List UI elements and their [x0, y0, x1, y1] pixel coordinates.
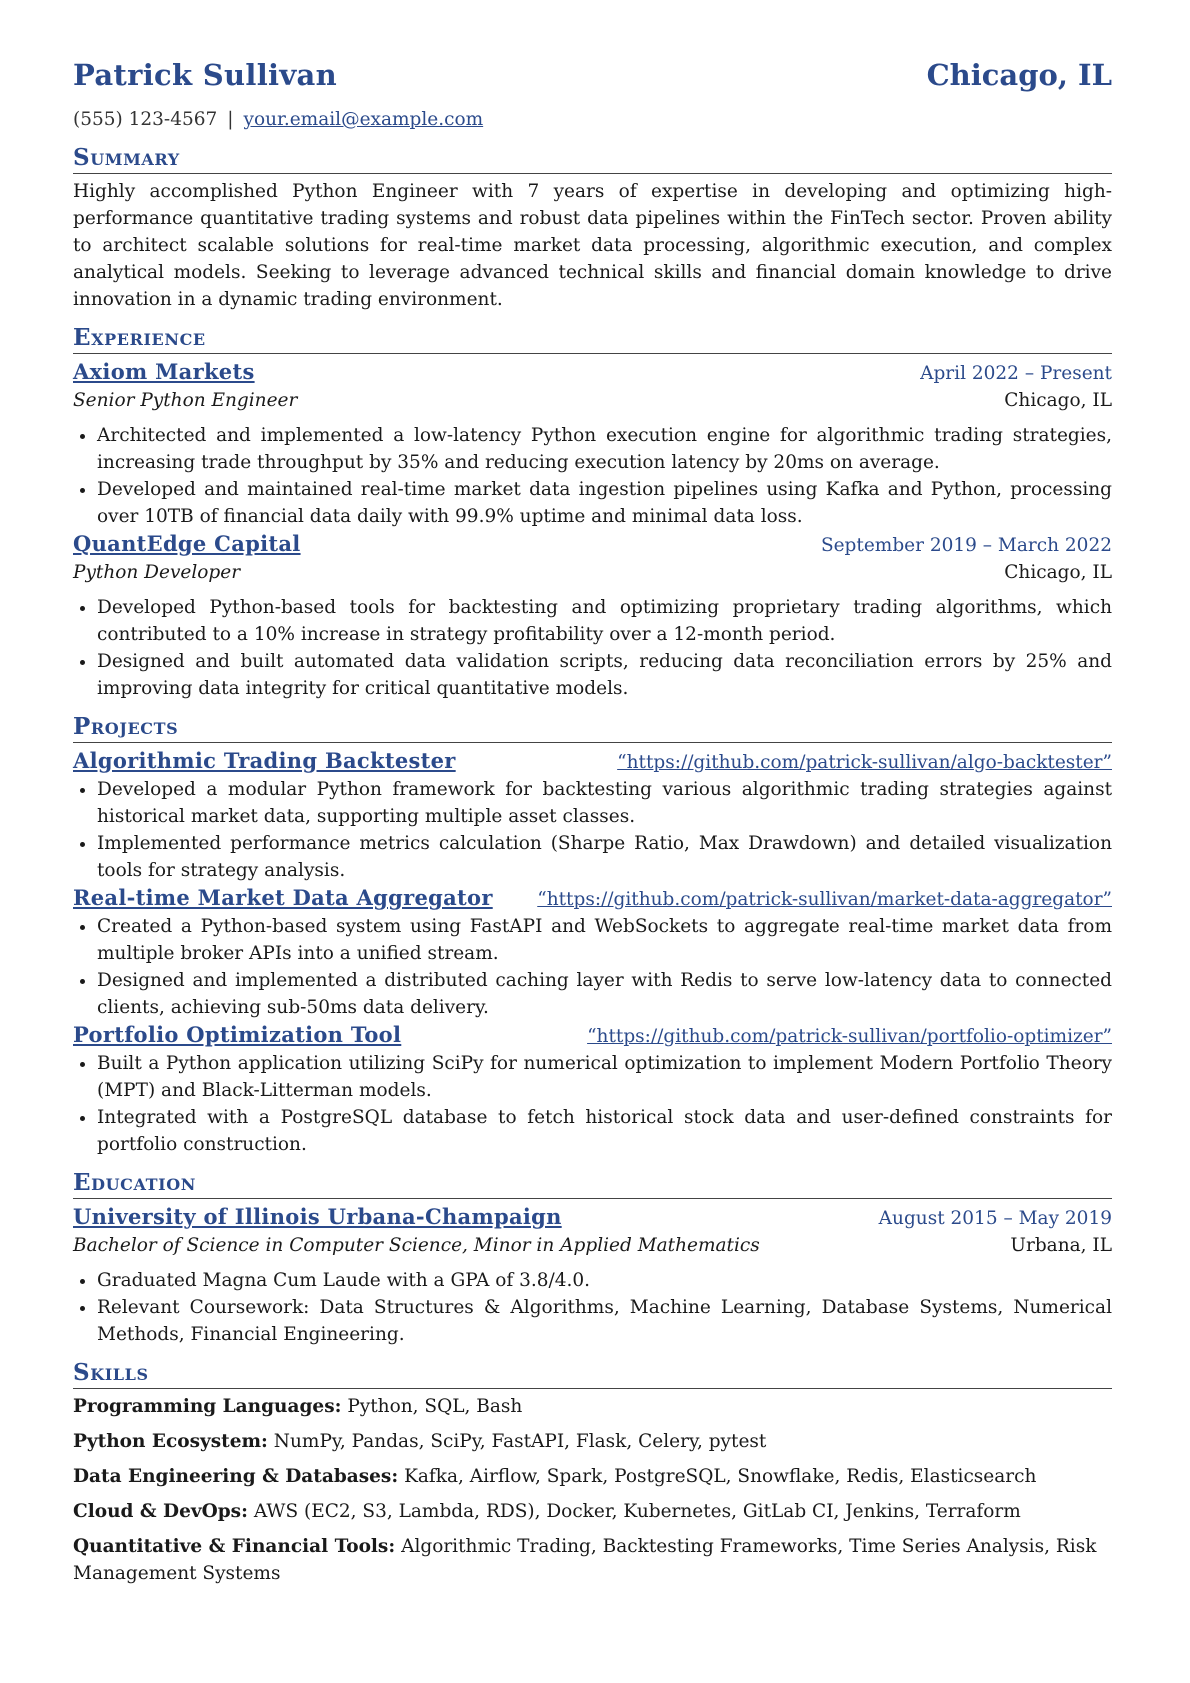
skill-label: Cloud & DevOps: — [73, 1501, 248, 1522]
skill-label: Quantitative & Financial Tools: — [73, 1536, 396, 1557]
job-dates: April 2022 – Present — [920, 363, 1112, 384]
skills-list — [73, 1393, 1112, 1587]
bullet-item: • Developed a modular Python framework for backtesting various algorithmic trading strategies against historical market data, supporting multiple asset classes. — [97, 776, 1112, 830]
bullet-item: • Architected and implemented a low-latency Python execution engine for algorithmic trading strategies, increasing trade throughput by 35% and reducing execution latency by 20ms on average. — [97, 422, 1112, 476]
header-location: Chicago, IL — [926, 58, 1112, 92]
job-title: Python Developer — [73, 562, 241, 583]
email-link[interactable]: your.email@example.com — [243, 109, 484, 130]
project-name[interactable]: Real-time Market Data Aggregator — [73, 885, 493, 910]
skill-value: Python, SQL, Bash — [347, 1396, 523, 1417]
section-title-experience: Experience — [73, 323, 1112, 354]
project-link[interactable]: “https://github.com/patrick-sullivan/market-data-aggregator” — [537, 889, 1112, 910]
project-name[interactable]: Algorithmic Trading Backtester — [73, 748, 456, 773]
bullet-list — [73, 1050, 1112, 1158]
school-name[interactable]: University of Illinois Urbana-Champaign — [73, 1204, 562, 1229]
skill-value: AWS (EC2, S3, Lambda, RDS), Docker, Kubernetes, GitLab CI, Jenkins, Terraform — [253, 1501, 1021, 1522]
section-title-summary: Summary — [73, 143, 1112, 174]
bullet-item: • Designed and implemented a distributed caching layer with Redis to serve low-latency data to connected clients, achieving sub-50ms data delivery. — [97, 967, 1112, 1021]
bullet-item: • Graduated Magna Cum Laude with a GPA of 3.8/4.0. — [97, 1267, 1112, 1294]
experience-entry — [73, 358, 1112, 530]
bullet-list — [73, 1267, 1112, 1348]
degree: Bachelor of Science in Computer Science, Minor in Applied Mathematics — [73, 1235, 760, 1256]
section-title-skills: Skills — [73, 1358, 1112, 1389]
phone-number: (555) 123-4567 — [73, 109, 218, 130]
bullet-item: • Built a Python application utilizing SciPy for numerical optimization to implement Modern Portfolio Theory (MPT) and Black-Litterman models. — [97, 1050, 1112, 1104]
project-link[interactable]: “https://github.com/patrick-sullivan/algo-backtester” — [617, 752, 1112, 773]
contact-separator: | — [227, 109, 234, 130]
contact-line — [73, 106, 1112, 133]
skill-line — [73, 1533, 1112, 1587]
skill-line — [73, 1393, 1112, 1420]
project-entry — [73, 1021, 1112, 1158]
skill-label: Programming Languages: — [73, 1396, 342, 1417]
bullet-item: • Developed Python-based tools for backtesting and optimizing proprietary trading algorithms, which contributed to a 10% increase in strategy profitability over a 12-month period. — [97, 594, 1112, 648]
bullet-list — [73, 594, 1112, 702]
skill-label: Data Engineering & Databases: — [73, 1466, 399, 1487]
project-link[interactable]: “https://github.com/patrick-sullivan/portfolio-optimizer” — [587, 1026, 1112, 1047]
bullet-item: • Implemented performance metrics calculation (Sharpe Ratio, Max Drawdown) and detailed visualization tools for strategy analysis. — [97, 830, 1112, 884]
job-location: Chicago, IL — [1004, 562, 1112, 583]
bullet-item: • Developed and maintained real-time market data ingestion pipelines using Kafka and Python, processing over 10TB of financial data daily with 99.9% uptime and minimal data loss. — [97, 476, 1112, 530]
resume-header — [73, 58, 1112, 102]
company-name[interactable]: QuantEdge Capital — [73, 531, 301, 556]
job-dates: September 2019 – March 2022 — [820, 535, 1112, 556]
bullet-list — [73, 422, 1112, 530]
project-entry — [73, 884, 1112, 1021]
summary-text: Highly accomplished Python Engineer with 7 years of expertise in developing and optimizing high-performance quantitative trading systems and robust data pipelines within the FinTech sector. Proven ability to architect scalable solutions for real-time market data processing, algorithmic execution, and complex analytical models. Seeking to leverage advanced technical skills and financial domain knowledge to drive innovation in a dynamic trading environment. — [73, 181, 1112, 310]
skill-value: Algorithmic Trading, Backtesting Frameworks, Time Series Analysis, Risk Management Systems — [73, 1536, 1097, 1584]
education-entry — [73, 1203, 1112, 1348]
experience-entry — [73, 530, 1112, 702]
section-title-education: Education — [73, 1168, 1112, 1199]
skill-value: Kafka, Airflow, Spark, PostgreSQL, Snowflake, Redis, Elasticsearch — [404, 1466, 1037, 1487]
skill-value: NumPy, Pandas, SciPy, FastAPI, Flask, Celery, pytest — [273, 1431, 767, 1452]
job-title: Senior Python Engineer — [73, 390, 298, 411]
project-entry — [73, 747, 1112, 884]
bullet-item: • Integrated with a PostgreSQL database to fetch historical stock data and user-defined constraints for portfolio construction. — [97, 1104, 1112, 1158]
candidate-name: Patrick Sullivan — [73, 58, 337, 92]
company-name[interactable]: Axiom Markets — [73, 359, 255, 384]
section-title-projects: Projects — [73, 712, 1112, 743]
bullet-list — [73, 913, 1112, 1021]
bullet-item: • Designed and built automated data validation scripts, reducing data reconciliation errors by 25% and improving data integrity for critical quantitative models. — [97, 648, 1112, 702]
skill-line — [73, 1463, 1112, 1490]
bullet-list — [73, 776, 1112, 884]
education-dates: August 2015 – May 2019 — [878, 1208, 1112, 1229]
job-location: Chicago, IL — [1004, 390, 1112, 411]
bullet-item: • Created a Python-based system using FastAPI and WebSockets to aggregate real-time market data from multiple broker APIs into a unified stream. — [97, 913, 1112, 967]
project-name[interactable]: Portfolio Optimization Tool — [73, 1022, 402, 1047]
skill-line — [73, 1428, 1112, 1455]
school-location: Urbana, IL — [1010, 1235, 1112, 1256]
bullet-item: • Relevant Coursework: Data Structures & Algorithms, Machine Learning, Database Systems, Numerical Methods, Financial Engineering. — [97, 1294, 1112, 1348]
skill-label: Python Ecosystem: — [73, 1431, 268, 1452]
skill-line — [73, 1498, 1112, 1525]
